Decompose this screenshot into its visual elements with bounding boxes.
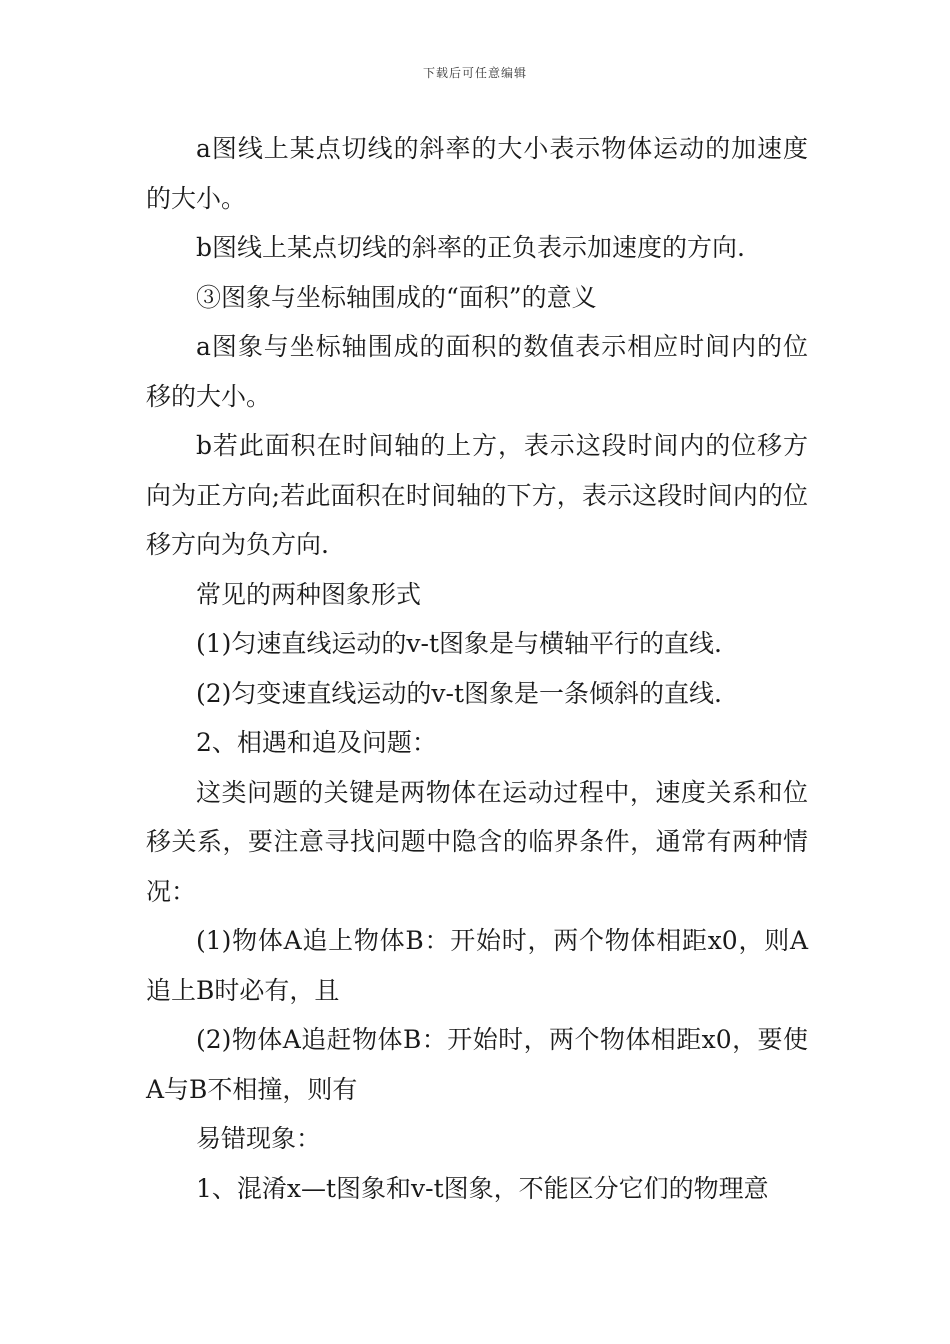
paragraph-meeting-key: 这类问题的关键是两物体在运动过程中，速度关系和位移关系，要注意寻找问题中隐含的临界条件，通常有两种情况： [146, 777, 808, 906]
paragraph-uniform-motion: (1)匀速直线运动的v-t图象是与横轴平行的直线. [196, 629, 722, 658]
paragraph-case-avoid-collision: (2)物体A追赶物体B：开始时，两个物体相距x0，要使A与B不相撞，则有 [146, 1025, 808, 1104]
document-body [146, 124, 808, 1213]
paragraph-error-confusion: 1、混淆x—t图象和v-t图象，不能区分它们的物理意 [196, 1173, 769, 1203]
paragraph-area-meaning-heading: ③图象与坐标轴围成的“面积”的意义 [196, 282, 597, 312]
paragraph-slope-magnitude: a图线上某点切线的斜率的大小表示物体运动的加速度的大小。 [146, 134, 808, 213]
paragraph-area-value: a图象与坐标轴围成的面积的数值表示相应时间内的位移的大小。 [146, 332, 808, 411]
paragraph-area-direction: b若此面积在时间轴的上方，表示这段时间内的位移方向为正方向;若此面积在时间轴的下方，表示这段时间内的位移方向为负方向. [146, 431, 808, 559]
paragraph-case-catch-up: (1)物体A追上物体B：开始时，两个物体相距x0，则A追上B时必有，且 [146, 926, 808, 1005]
paragraph-uniform-acceleration: (2)匀变速直线运动的v-t图象是一条倾斜的直线. [196, 678, 722, 708]
paragraph-graph-forms-heading: 常见的两种图象形式 [196, 579, 422, 609]
page-header: 下载后可任意编辑 [422, 66, 527, 80]
paragraph-slope-sign: b图线上某点切线的斜率的正负表示加速度的方向. [196, 233, 745, 262]
paragraph-meeting-heading: 2、相遇和追及问题： [196, 728, 437, 757]
paragraph-common-errors-heading: 易错现象： [196, 1124, 322, 1153]
